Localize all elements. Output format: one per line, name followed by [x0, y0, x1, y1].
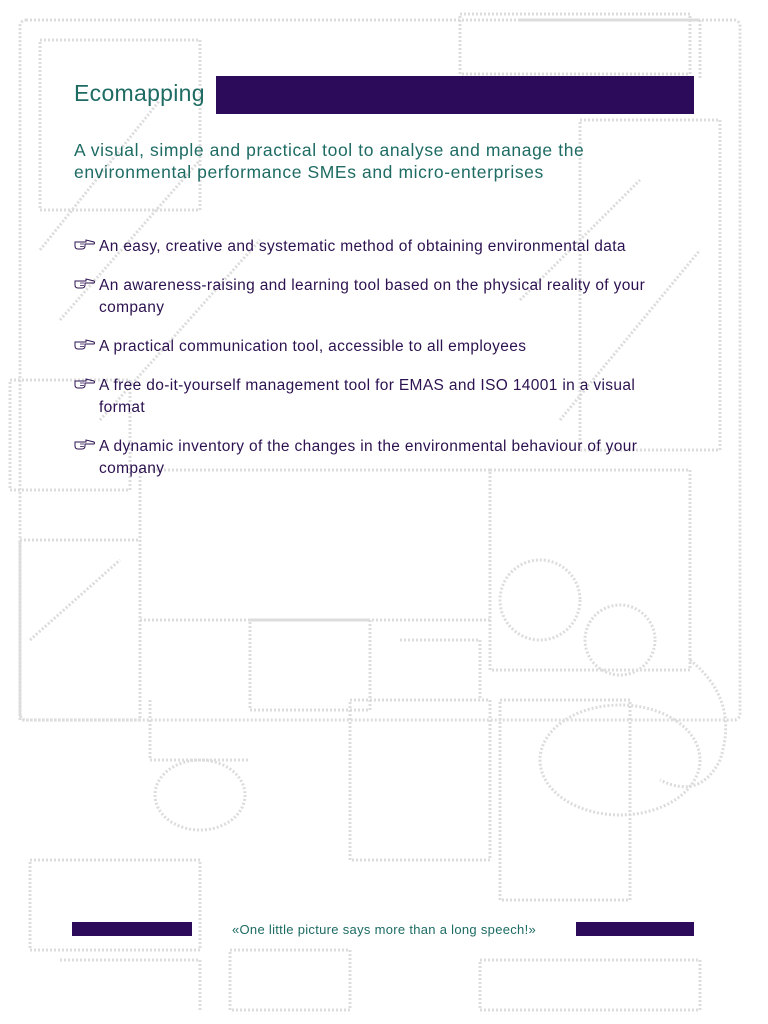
list-item [74, 436, 684, 480]
list-item [74, 336, 684, 358]
list-item-text: An awareness-raising and learning tool based on the physical reality of your company [99, 277, 646, 316]
list-item-text: A dynamic inventory of the changes in the environmental behaviour of your company [99, 438, 638, 477]
list-item [74, 375, 684, 419]
title-accent-bar [216, 76, 694, 114]
pointing-hand-icon [74, 238, 96, 251]
feature-list [74, 236, 684, 497]
footer-quote: «One little picture says more than a long speech!» [231, 922, 537, 937]
list-item [74, 236, 684, 258]
list-item-text: A practical communication tool, accessible to all employees [99, 338, 527, 355]
footer-accent-bar-right [576, 922, 694, 936]
page-title: Ecomapping [74, 80, 205, 106]
footer-accent-bar-left [72, 922, 192, 936]
pointing-hand-icon [74, 377, 96, 390]
pointing-hand-icon [74, 338, 96, 351]
pointing-hand-icon [74, 277, 96, 290]
list-item-text: A free do-it-yourself management tool for EMAS and ISO 14001 in a visual format [99, 377, 636, 416]
page-subtitle: A visual, simple and practical tool to analyse and manage the environmental performance SMEs and micro-enterprises [74, 140, 585, 182]
list-item [74, 275, 684, 319]
pointing-hand-icon [74, 438, 96, 451]
list-item-text: An easy, creative and systematic method of obtaining environmental data [99, 238, 626, 255]
